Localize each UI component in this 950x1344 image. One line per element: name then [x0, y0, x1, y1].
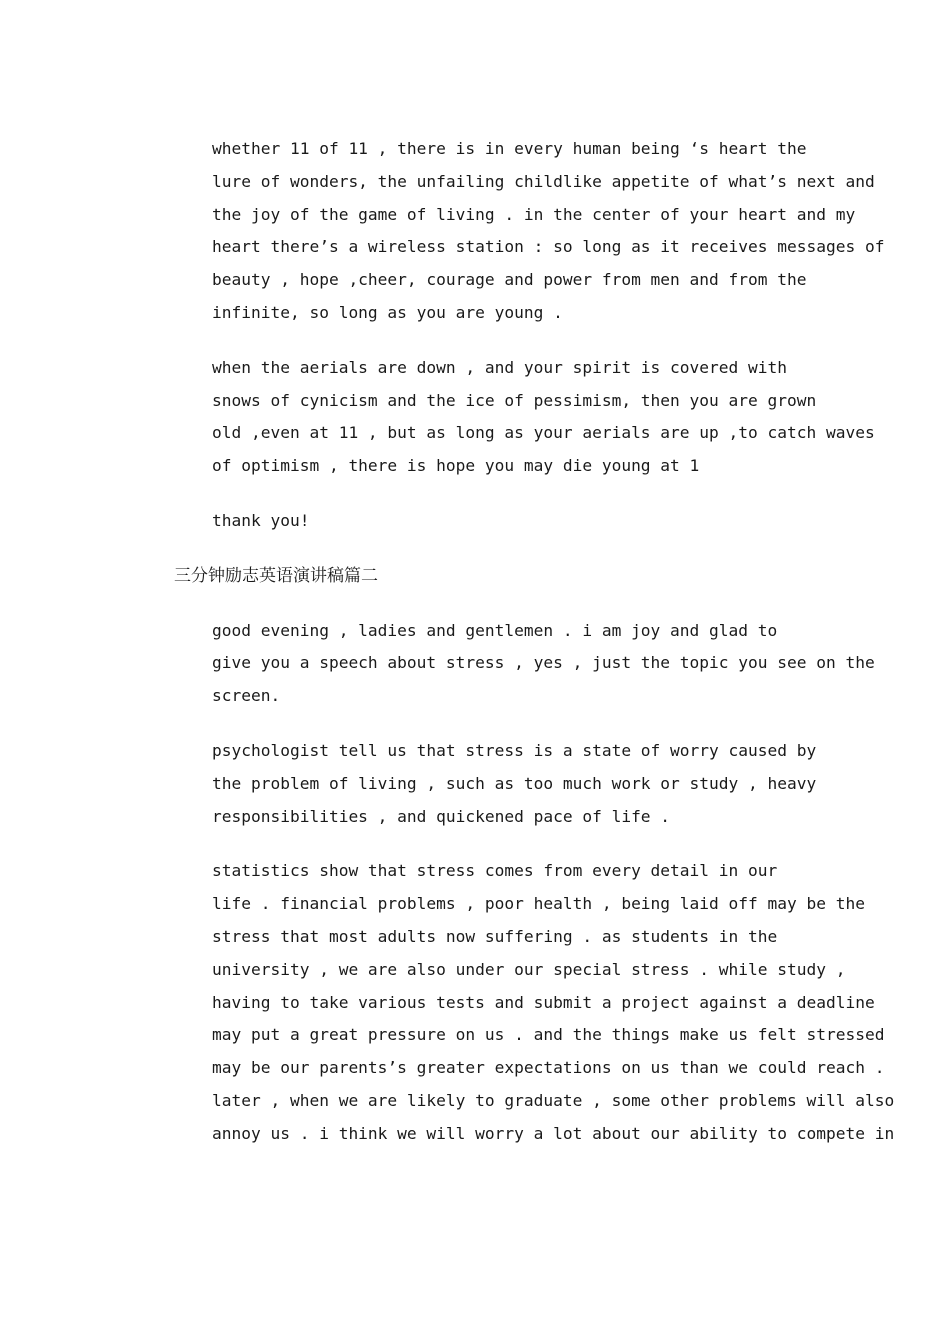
- text-line: may put a great pressure on us . and the things make us felt stressed: [212, 1025, 885, 1045]
- text-line: annoy us . i think we will worry a lot about our ability to compete in: [212, 1123, 895, 1143]
- text-line: when the aerials are down , and your spirit is covered with: [212, 357, 787, 377]
- text-line: good evening , ladies and gentlemen . i am joy and glad to: [212, 620, 778, 640]
- text-line: having to take various tests and submit a project against a deadline: [212, 992, 875, 1012]
- paragraph-aerials: [136, 352, 875, 483]
- text-line: later , when we are likely to graduate , some other problems will also: [212, 1090, 895, 1110]
- paragraph-psychologist: [136, 735, 816, 833]
- text-line: statistics show that stress comes from every detail in our: [212, 861, 778, 881]
- section-heading: 三分钟励志英语演讲稿篇二: [174, 565, 378, 586]
- text-line: psychologist tell us that stress is a state of worry caused by: [212, 740, 817, 760]
- paragraph-greeting: [136, 615, 875, 713]
- text-line: whether 11 of 11 , there is in every human being ‘s heart the: [212, 139, 807, 158]
- text-line: heart there’s a wireless station : so long as it receives messages of: [212, 237, 885, 257]
- text-line: may be our parents’s greater expectations on us than we could reach .: [212, 1058, 885, 1078]
- text-line: snows of cynicism and the ice of pessimism, then you are grown: [212, 390, 817, 410]
- text-line: infinite, so long as you are young .: [212, 302, 563, 322]
- text-line: responsibilities , and quickened pace of life .: [212, 806, 671, 826]
- text-line: university , we are also under our special stress . while study ,: [212, 959, 846, 979]
- paragraph-wireless-station: [136, 133, 885, 330]
- text-line: the joy of the game of living . in the center of your heart and my: [212, 204, 856, 224]
- document-body: [136, 133, 895, 1173]
- text-line: old ,even at 11 , but as long as your aerials are up ,to catch waves: [212, 423, 875, 443]
- text-line: lure of wonders, the unfailing childlike appetite of what’s next and: [212, 171, 875, 191]
- text-line: life . financial problems , poor health , being laid off may be the: [212, 894, 865, 914]
- text-line: screen.: [212, 686, 281, 706]
- text-line: give you a speech about stress , yes , just the topic you see on the: [212, 653, 875, 673]
- paragraph-statistics: [136, 855, 895, 1150]
- text-line: of optimism , there is hope you may die young at 1: [212, 456, 700, 476]
- text-line: thank you!: [212, 510, 310, 530]
- text-line: stress that most adults now suffering . as students in the: [212, 926, 778, 946]
- text-line: beauty , hope ,cheer, courage and power from men and from the: [212, 270, 807, 290]
- paragraph-thank-you: [136, 505, 816, 538]
- text-line: the problem of living , such as too much work or study , heavy: [212, 773, 817, 793]
